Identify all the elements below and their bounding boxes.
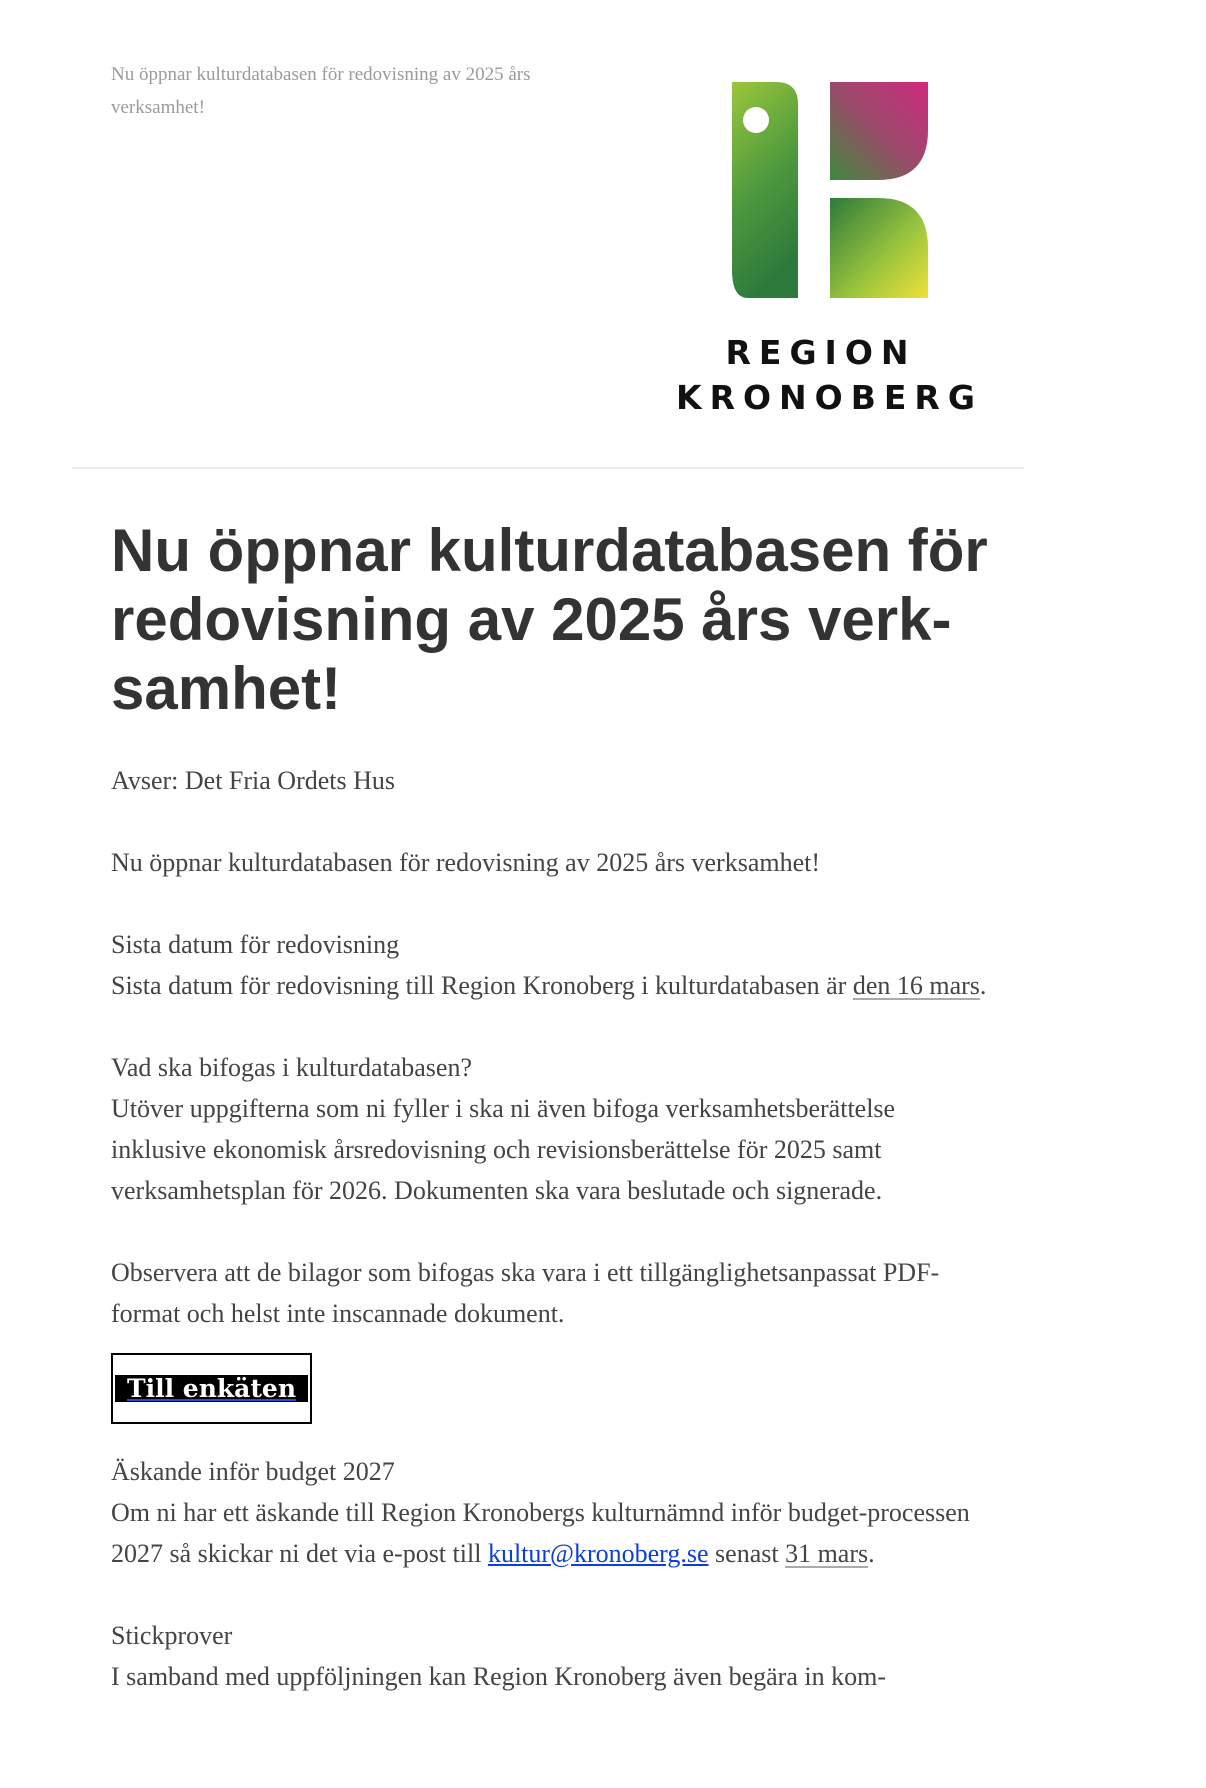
sample-heading: Stickprover <box>111 1621 233 1650</box>
page-title: Nu öppnar kulturdatabasen för redovisning av 2025 års verk-samhet! <box>111 517 988 722</box>
deadline-paragraph <box>111 965 991 1006</box>
preheader-text: Nu öppnar kulturdatabasen för redovisning av 2025 års verksamhet! <box>111 64 531 118</box>
logo-text-region: REGION <box>725 333 917 372</box>
budget-heading: Äskande inför budget 2027 <box>111 1457 395 1486</box>
logo-text-kronoberg: KRONOBERG <box>676 378 983 417</box>
budget-paragraph <box>111 1492 991 1574</box>
email-body <box>111 760 991 1697</box>
attach-paragraph: Utöver uppgifterna som ni fyller i ska ni även bifoga verksamhetsberättelse inklusive ekonomisk årsredovisning och revisionsberättelse för 2025 samt verksamhetsplan för 2026. Dokumenten ska vara beslutade och signerade. <box>111 1094 896 1205</box>
deadline-end: . <box>979 971 987 1000</box>
budget-date: 31 mars <box>785 1539 869 1568</box>
budget-text: Om ni har ett äskande till Region Kronobergs kulturnämnd inför budget-processen 2027 så skickar ni det via e-post till <box>111 1498 970 1568</box>
region-kronoberg-logo <box>676 80 983 420</box>
deadline-heading: Sista datum för redovisning <box>111 930 400 959</box>
logo-mark-icon <box>676 80 966 310</box>
budget-end: . <box>868 1539 875 1568</box>
cta-container <box>111 1353 312 1424</box>
sample-paragraph: I samband med uppföljningen kan Region Kronoberg även begära in kom- <box>111 1662 886 1691</box>
deadline-date: den 16 mars <box>852 971 980 1000</box>
observe-paragraph: Observera att de bilagor som bifogas ska vara i ett tillgänglighetsanpassat PDF-format och helst inte inscannade dokument. <box>111 1258 940 1328</box>
intro-paragraph: Nu öppnar kulturdatabasen för redovisning av 2025 års verksamhet! <box>111 848 821 877</box>
header-divider <box>72 467 1024 469</box>
avser-line: Avser: Det Fria Ordets Hus <box>111 766 396 795</box>
budget-after: senast <box>708 1539 786 1568</box>
deadline-text: Sista datum för redovisning till Region Kronoberg i kulturdatabasen är <box>111 971 853 1000</box>
email-link[interactable]: kultur@kronoberg.se <box>487 1539 709 1568</box>
attach-heading: Vad ska bifogas i kulturdatabasen? <box>111 1053 473 1082</box>
till-enkaten-button[interactable]: Till enkäten <box>115 1375 308 1402</box>
